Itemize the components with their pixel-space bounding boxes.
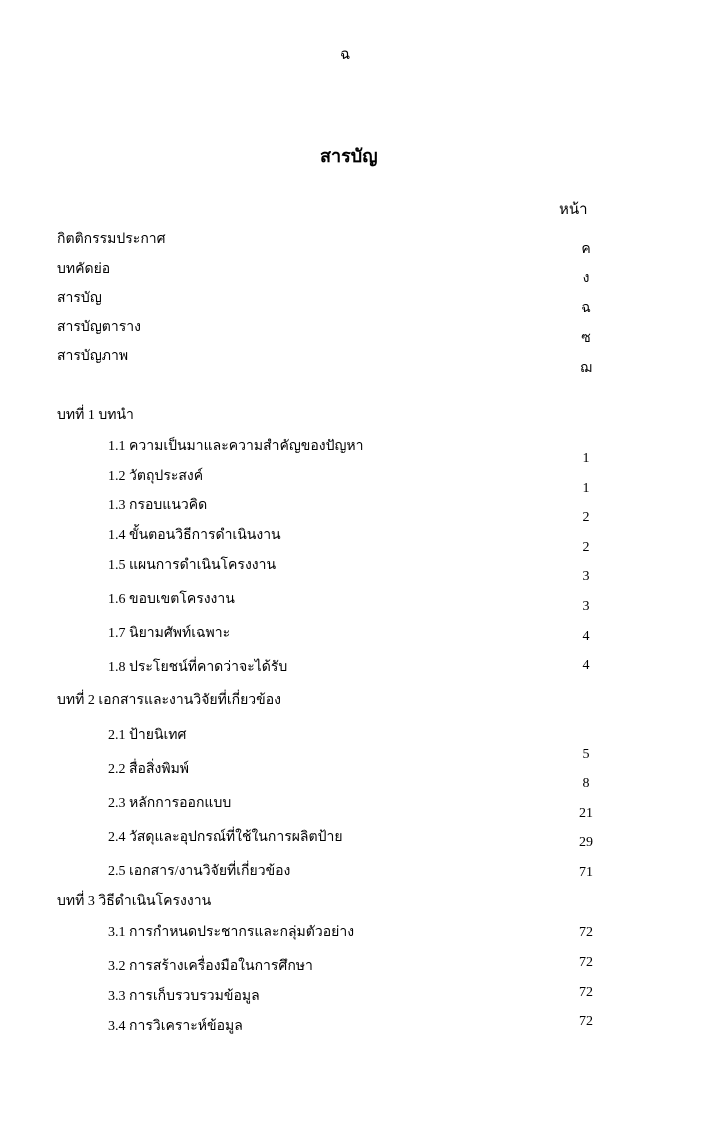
toc-page: 72 [579,925,593,940]
toc-entry: 2.5 เอกสาร/งานวิจัยที่เกี่ยวข้อง [108,864,291,879]
toc-page: 4 [582,629,590,644]
toc-entry: 2.3 หลักการออกแบบ [108,796,232,811]
toc-page: 72 [579,985,593,1000]
toc-page: 3 [582,599,590,614]
toc-page: 5 [582,747,590,762]
toc-page: 2 [582,510,590,525]
toc-page: 8 [582,776,590,791]
toc-entry: 3.2 การสร้างเครื่องมือในการศึกษา [108,959,313,974]
toc-entry: 1.1 ความเป็นมาและความสำคัญของปัญหา [108,439,364,454]
page-column-header: หน้า [559,202,588,218]
toc-entry: 3.1 การกำหนดประชากรและกลุ่มตัวอย่าง [108,925,355,940]
toc-page: 71 [579,865,593,880]
toc-page: 29 [579,835,593,850]
toc-page: 1 [582,481,590,496]
toc-entry: 1.4 ขั้นตอนวิธีการดำเนินงาน [108,528,281,543]
toc-page: 4 [582,658,590,673]
toc-page: 1 [582,451,590,466]
toc-page: 21 [579,806,593,821]
toc-entry: 1.2 วัตถุประสงค์ [108,469,204,484]
toc-entry: 1.3 กรอบแนวคิด [108,498,208,513]
page-title: สารบัญ [320,146,378,166]
toc-entry: บทคัดย่อ [57,262,111,277]
page-number: ฉ [340,47,351,63]
toc-entry: สารบัญภาพ [57,349,129,364]
toc-entry: 2.2 สื่อสิ่งพิมพ์ [108,762,190,777]
toc-entry: 1.8 ประโยชน์ที่คาดว่าจะได้รับ [108,660,288,675]
toc-page: ฉ [581,301,591,316]
toc-entry: 1.6 ขอบเขตโครงงาน [108,592,235,607]
chapter-heading: บทที่ 2 เอกสารและงานวิจัยที่เกี่ยวข้อง [57,693,281,708]
toc-page: ง [582,271,590,286]
toc-page: ฌ [580,361,592,376]
toc-page: ค [581,242,591,257]
toc-page: 72 [579,955,593,970]
toc-entry: 1.5 แผนการดำเนินโครงงาน [108,558,277,573]
toc-entry: 2.4 วัสดุและอุปกรณ์ที่ใช้ในการผลิตป้าย [108,830,343,845]
toc-entry: กิตติกรรมประกาศ [57,232,166,247]
toc-page: ซ [581,331,591,346]
toc-entry: 2.1 ป้ายนิเทศ [108,728,187,743]
toc-entry: สารบัญตาราง [57,320,141,335]
toc-entry: 1.7 นิยามศัพท์เฉพาะ [108,626,231,641]
toc-entry: 3.4 การวิเคราะห์ข้อมูล [108,1019,243,1034]
toc-page: 72 [579,1014,593,1029]
toc-entry: สารบัญ [57,291,102,306]
toc-page: 2 [582,540,590,555]
toc-page: 3 [582,569,590,584]
chapter-heading: บทที่ 1 บทนำ [57,408,134,423]
toc-entry: 3.3 การเก็บรวบรวมข้อมูล [108,989,260,1004]
chapter-heading: บทที่ 3 วิธีดำเนินโครงงาน [57,894,212,909]
